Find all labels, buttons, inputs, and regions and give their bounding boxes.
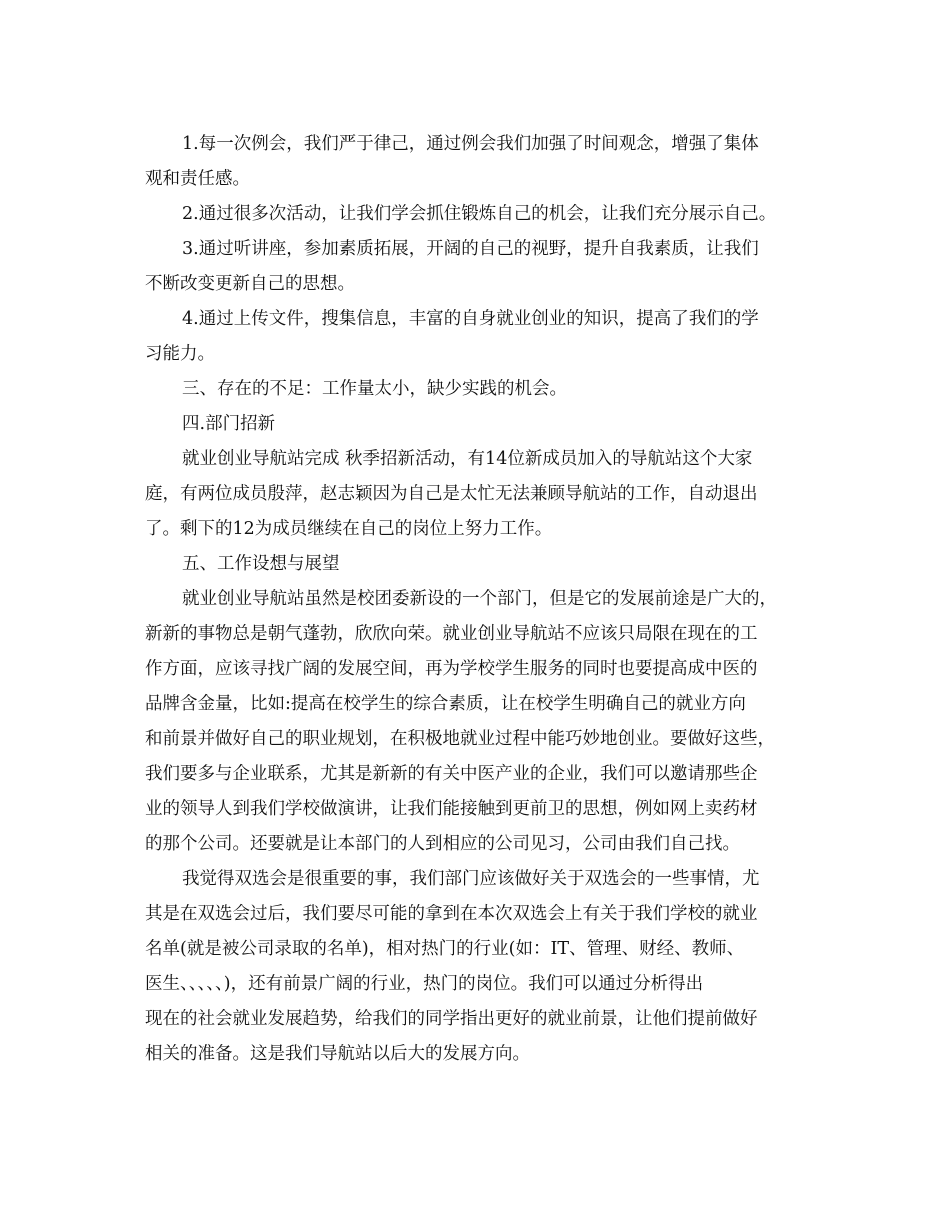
text-line: 相关的准备。这是我们导航站以后大的发展方向。 [145, 1044, 530, 1064]
text-line: 观和责任感。 [145, 169, 250, 189]
text-line: 品牌含金量，比如:提高在校学生的综合素质，让在校学生明确自己的就业方向 [145, 694, 746, 714]
text-line: 就业创业导航站完成 秋季招新活动，有14位新成员加入的导航站这个大家 [182, 449, 753, 469]
text-line: 习能力。 [145, 344, 215, 364]
text-line: 名单(就是被公司录取的名单)，相对热门的行业(如：IT、管理、财经、教师、 [145, 939, 745, 959]
text-line: 了。剩下的12为成员继续在自己的岗位上努力工作。 [145, 519, 553, 539]
section-heading: 四.部门招新 [182, 414, 276, 434]
text-line: 3.通过听讲座，参加素质拓展，开阔的自己的视野，提升自我素质，让我们 [182, 239, 759, 259]
text-line: 庭，有两位成员殷萍，赵志颖因为自己是太忙无法兼顾导航站的工作，自动退出 [145, 484, 758, 504]
text-line: 新新的事物总是朝气蓬勃，欣欣向荣。就业创业导航站不应该只局限在现在的工 [145, 624, 758, 644]
text-line: 的那个公司。还要就是让本部门的人到相应的公司见习，公司由我们自己找。 [145, 834, 740, 854]
text-line: 其是在双选会过后，我们要尽可能的拿到在本次双选会上有关于我们学校的就业 [145, 904, 758, 924]
section-heading: 五、工作设想与展望 [182, 554, 340, 574]
text-line: 我觉得双选会是很重要的事，我们部门应该做好关于双选会的一些事情，尤 [182, 869, 760, 889]
text-line: 医生、、、、、)，还有前景广阔的行业，热门的岗位。我们可以通过分析得出 [145, 974, 704, 994]
text-line: 4.通过上传文件，搜集信息，丰富的自身就业创业的知识，提高了我们的学 [182, 309, 759, 329]
text-line: 我们要多与企业联系，尤其是新新的有关中医产业的企业，我们可以邀请那些企 [145, 764, 758, 784]
text-line: 现在的社会就业发展趋势，给我们的同学指出更好的就业前景，让他们提前做好 [145, 1009, 758, 1029]
section-heading: 三、存在的不足：工作量太小，缺少实践的机会。 [182, 379, 567, 399]
text-line: 业的领导人到我们学校做演讲，让我们能接触到更前卫的思想，例如网上卖药材 [145, 799, 758, 819]
text-line: 作方面，应该寻找广阔的发展空间，再为学校学生服务的同时也要提高成中医的 [145, 659, 758, 679]
text-line: 1.每一次例会，我们严于律己，通过例会我们加强了时间观念，增强了集体 [182, 134, 759, 154]
text-line: 就业创业导航站虽然是校团委新设的一个部门，但是它的发展前途是广大的， [182, 589, 777, 609]
text-line: 2.通过很多次活动，让我们学会抓住锻炼自己的机会，让我们充分展示自己。 [182, 204, 777, 224]
text-line: 不断改变更新自己的思想。 [145, 274, 355, 294]
document-page [145, 127, 805, 1072]
text-line: 和前景并做好自己的职业规划，在积极地就业过程中能巧妙地创业。要做好这些， [145, 729, 775, 749]
